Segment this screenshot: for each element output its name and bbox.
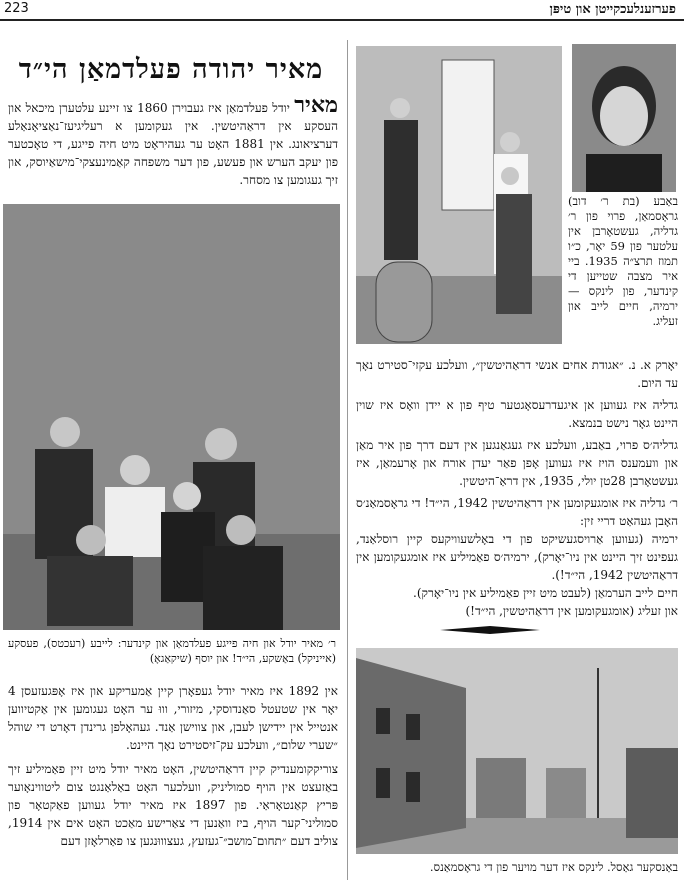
section-divider (440, 626, 540, 634)
family-photo-figures (3, 204, 340, 630)
family-photo-caption: ר׳ מאיר יודל און חיה פייגע פעלדמאַן און קינדער: לייבע (רעכטס), פעסקע (אייניקל) באַשקע, הי״ד! און יוסף (שיקאַגאָ) (8, 637, 336, 665)
right-paragraph-7: און זעליג (אומגעקומען אין דראַהיטשין, הי״ד!) (465, 604, 678, 618)
intro-block (8, 92, 339, 189)
right-paragraph-1: יאָרק א. נ. ״אגודת אחים אנשי דראַהיטשין״, וועלכע עקזי־סטירט נאָך עד היום. (356, 358, 678, 390)
portrait-photo (572, 44, 676, 192)
right-text (356, 356, 678, 620)
running-title: פערזענלעכקייטן און טיפּן (549, 2, 676, 17)
right-paragraph-4: ר׳ גדליה איז אומגעקומען אין דראַהיטשין 1942, הי״ד! די גראָסמאַנ׳ס האָבן געהאַט דריי זין: (356, 496, 678, 528)
gravestone-photo (356, 46, 562, 344)
grandma-caption: באַבע (בת ר׳ דוב) גראָסמאַן, פרוי פון ר׳ גדליה, געשטאָרבן אין עלטער פון 59 יאָר, כ״ו תמוז תרצ״ה 1935. ביי איר מצבה שטייען די קינדער, פון לינקס — ירמיה, חיים לייב און זעליג. (568, 194, 678, 328)
page-header (0, 0, 684, 20)
right-paragraph-6: חיים לייב הערמאַן (לעבט מיט זיין פאַמיליע אין ניו־יאָרק). (413, 586, 678, 600)
left-text (8, 682, 338, 850)
family-photo (3, 204, 340, 630)
article-title: מאיר יהודה פעלדמאַן הי״ד (18, 54, 324, 85)
column-divider (347, 40, 348, 880)
drop-word: מאיר (294, 92, 338, 118)
portrait-figure (572, 44, 676, 192)
right-paragraph-5: ירמיה (געווען אַרויסגעשיקט פון די באָלשעוויקעס קיין רוסלאַנד, געפינט זיך היינט אין ניו־יאָרק), ירמיה׳ס פאַמיליע איז אומגעקומען אין דראַהיטשין 1942, הי״ד!). (356, 532, 678, 582)
right-paragraph-2: גדליה איז געווען אן איגעדרעסאָגטער טיף פון א יידן וואָס איז שוין היינט גאָר נישט בנמצא. (356, 398, 678, 430)
header-rule (0, 19, 684, 21)
page-number: 223 (4, 1, 29, 16)
gravestone-photo-figures (356, 46, 562, 344)
street-photo (356, 648, 678, 854)
left-paragraph-1: אין 1892 איז מאיר יודל געפאָרן קיין אַמעריקע און איז אָפּגעזעסן 4 יאָר אין שטעטל סאַנדוסקי, מיזורי, וווּ ער האָט געגומען אין אַקטיווען אנטייל אין יידישן לעבן, און צווישן אַנד. געהאָלפן גרינדן דאָרט די שוהל ״שערי שלום״, וועלכע עק־זיסטירט נאָך היינט. (8, 684, 338, 752)
intro-text: יודל פעלדמאַן איז געבוירן 1860 צו זיינע עלטערן מיכאל און העסקע אין דראַהיטשין. אין געקומען א רעליגיעז־נאַציאָנאַלע דערציאונג. אין 1881 האָט ער געהיראָט מיט חיה פייגע, די טאָכטער פון יעקב הערש און פעשע, פון דער משפחה קאַמינעצקי־מישאַיוסק, און זיך געגומען צו מסחר. (8, 101, 339, 187)
left-paragraph-2: צוריקקומענדיק קיין דראַהיטשין, האָט מאיר יודל מיט זיין פאַמיליע זיך באַזעצט אין הויף סמוליניק, וועלכער האָט באַלאַנגט צום ליטווינאָוער פּריץ קאַנטאָראַי. פון 1897 איז מאיר יודל געווען פאַקטאָר פון סמוליני־קער הויף, ביז וואַנען די צאַרישע מאַכט האָט אים אין 1914, צוליב דעם ״תחום־מושב״־געזעץ, געצוווּנגען צו פאַרלאָזן דעם (8, 762, 338, 848)
intro-paragraph (8, 92, 339, 189)
street-caption: באַנסקער גאַסל. לינקס איז דער מויער פון די גראָסמאַנס. (429, 860, 678, 874)
street-scene (356, 648, 678, 854)
right-paragraph-3: גדליה׳ס פרוי, באַבע, וועלכע איז געגאַנגען אין דעם דרך פון איר מאַן און וועמענס הויז איז געווען אָפן פאַר יעדן אורח און אָרעמאַן, איז געשטאָרבן 28טן יולי, 1935, אין דראַ־היטשין. (356, 438, 678, 488)
